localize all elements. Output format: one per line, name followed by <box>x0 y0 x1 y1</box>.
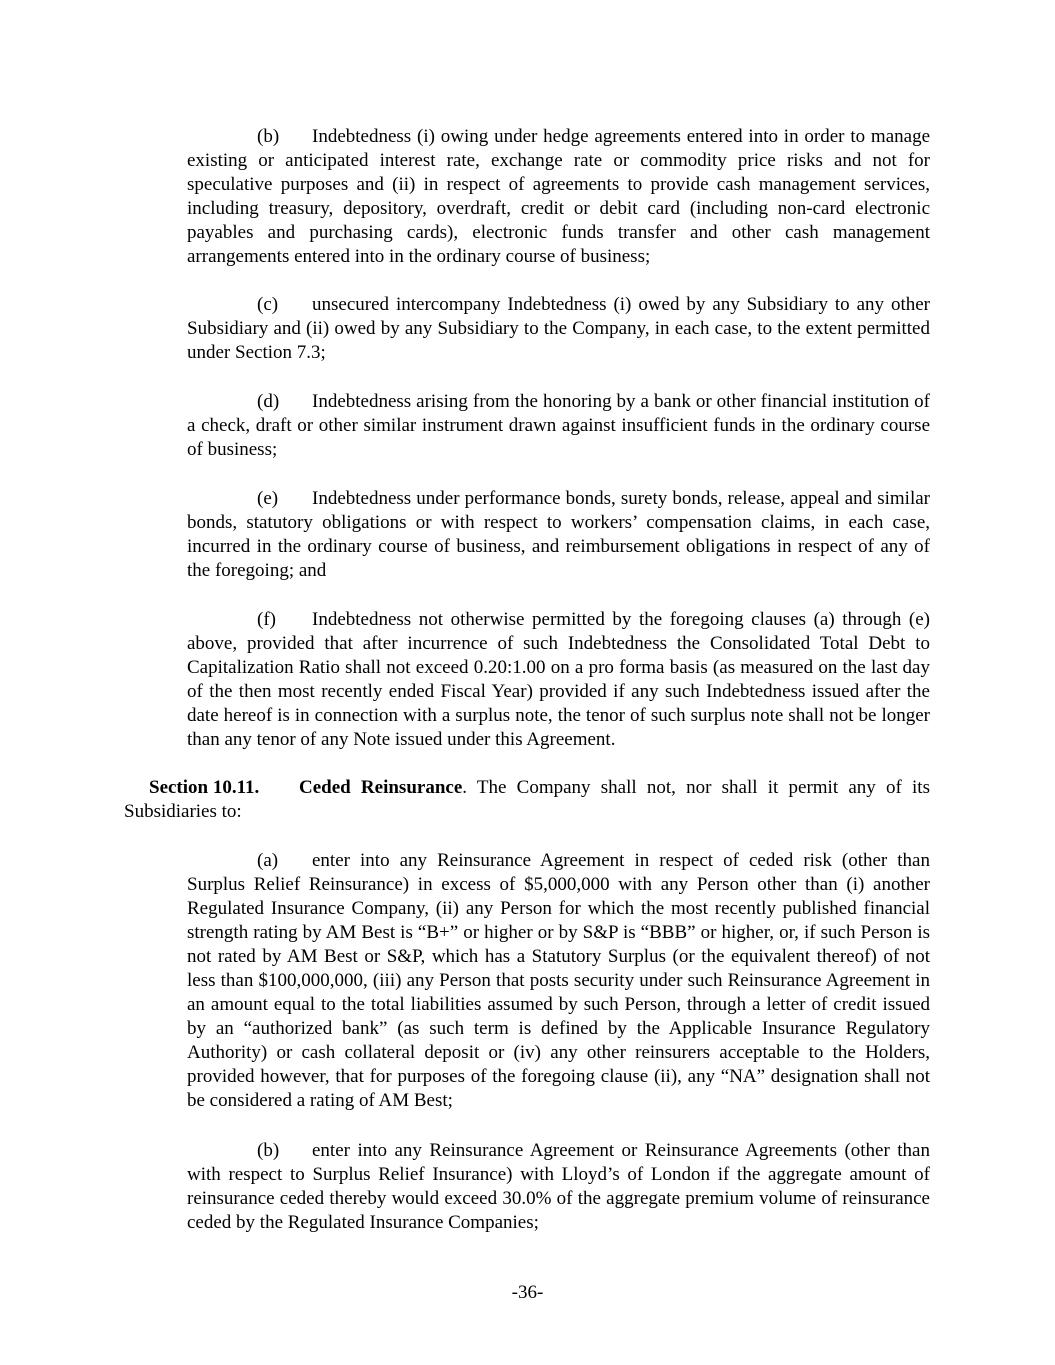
clause-text: Indebtedness arising from the honoring by a bank or other financial institution of a check, draft or other similar instrument drawn against insufficient funds in the ordinary course of business; <box>187 391 930 460</box>
clause-e-bonds <box>187 487 930 583</box>
clause-label: (e) <box>257 488 279 509</box>
clause-label: (b) <box>257 1140 280 1161</box>
clause-label: (a) <box>257 850 279 871</box>
page-number: -36- <box>511 1282 544 1303</box>
section-number: Section 10.11. <box>149 777 260 798</box>
clause-label: (c) <box>257 294 279 315</box>
clause-b-hedge <box>187 125 930 269</box>
clause-text: enter into any Reinsurance Agreement or Reinsurance Agreements (other than with respect to Surplus Relief Insurance) with Lloyd’s of London if the aggregate amount of reinsurance ceded thereby would exceed 30.0% of the aggregate premium volume of reinsurance ceded by the Regulated Insurance Companies; <box>187 1140 930 1233</box>
section-10-11 <box>124 776 930 824</box>
section-title-period: . <box>462 777 468 798</box>
section-text: The Company shall not, nor shall it permit any of its Subsidiaries to: <box>124 777 930 822</box>
section-title: Ceded Reinsurance <box>299 777 463 798</box>
clause-text: Indebtedness (i) owing under hedge agreements entered into in order to manage existing or anticipated interest rate, exchange rate or commodity price risks and not for speculative purposes and (ii) in respect of agreements to provide cash management services, including treasury, depository, overdraft, credit or debit card (including non-card electronic payables and purchasing cards), electronic funds transfer and other cash management arrangements entered into in the ordinary course of business; <box>187 126 930 267</box>
clause-label: (f) <box>257 609 276 630</box>
clause-text: Indebtedness not otherwise permitted by the foregoing clauses (a) through (e) above, provided that after incurrence of such Indebtedness the Consolidated Total Debt to Capitalization Ratio shall not exceed 0.20:1.00 on a pro forma basis (as measured on the last day of the then most recently ended Fiscal Year) provided if any such Indebtedness issued after the date hereof is in connection with a surplus note, the tenor of such surplus note shall not be longer than any tenor of any Note issued under this Agreement. <box>187 609 930 750</box>
clause-label: (d) <box>257 391 280 412</box>
clause-d-check <box>187 390 930 462</box>
clause-a-reinsurance <box>187 849 930 1113</box>
clause-text: Indebtedness under performance bonds, surety bonds, release, appeal and similar bonds, statutory obligations or with respect to workers’ compensation claims, in each case, incurred in the ordinary course of business, and reimbursement obligations in respect of any of the foregoing; and <box>187 488 930 581</box>
clause-b-lloyds <box>187 1139 930 1235</box>
clause-text: unsecured intercompany Indebtedness (i) owed by any Subsidiary to any other Subsidiary and (ii) owed by any Subsidiary to the Company, in each case, to the extent permitted under Section 7.3; <box>187 294 930 363</box>
clause-f-other <box>187 608 930 752</box>
clause-text: enter into any Reinsurance Agreement in respect of ceded risk (other than Surplus Relief Reinsurance) in excess of $5,000,000 with any Person other than (i) another Regulated Insurance Company, (ii) any Person for which the most recently published financial strength rating by AM Best is “B+” or higher or by S&P is “BBB” or higher, or, if such Person is not rated by AM Best or S&P, which has a Statutory Surplus (or the equivalent thereof) of not less than $100,000,000, (iii) any Person that posts security under such Reinsurance Agreement in an amount equal to the total liabilities assumed by such Person, through a letter of credit issued by an “authorized bank” (as such term is defined by the Applicable Insurance Regulatory Authority) or cash collateral deposit or (iv) any other reinsurers acceptable to the Holders, provided however, that for purposes of the foregoing clause (ii), any “NA” designation shall not be considered a rating of AM Best; <box>187 850 930 1111</box>
clause-c-intercompany <box>187 293 930 365</box>
clause-label: (b) <box>257 126 280 147</box>
